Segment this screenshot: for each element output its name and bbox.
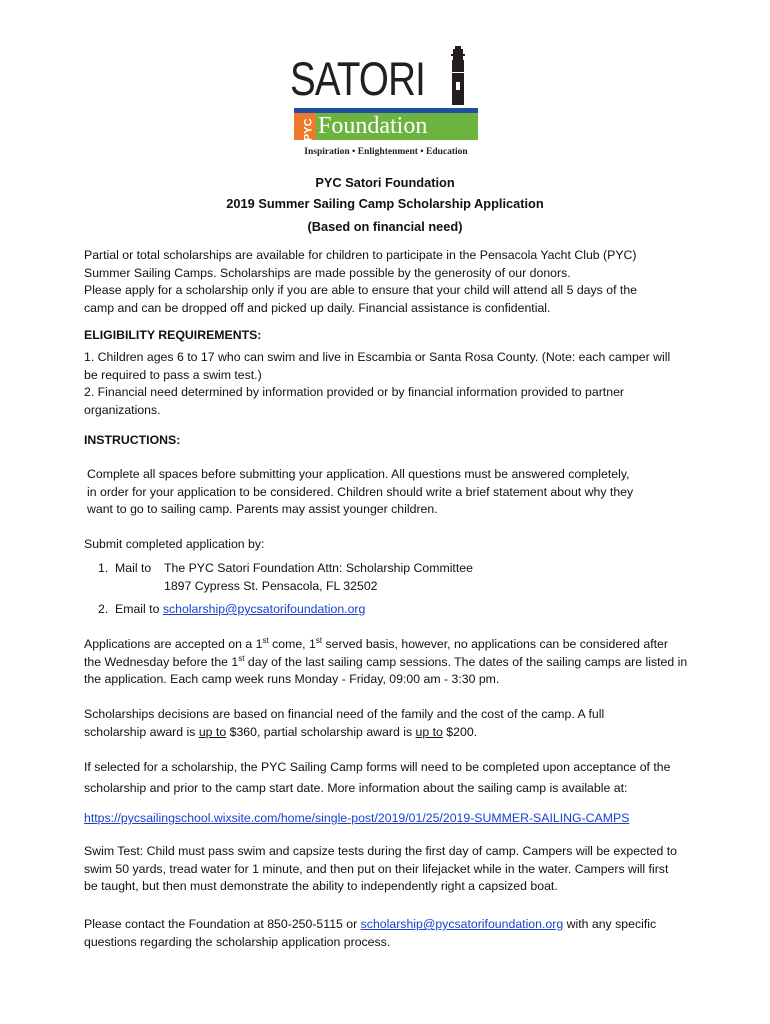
logo-pyc-tab: PYC [294,113,316,140]
applications-line: the Wednesday before the 1st day of the last sailing camp sessions. The dates of the sailing camps are listed in [84,653,688,669]
decisions-line: Scholarships decisions are based on financial need of the family and the cost of the camp. A full [84,707,605,721]
camp-url-row [84,810,704,828]
applications-paragraph [84,636,704,689]
instructions-heading: INSTRUCTIONS: [84,433,181,447]
intro-paragraph [84,247,704,317]
logo-tagline: Inspiration • Enlightenment • Education [304,147,468,157]
org-title: PYC Satori Foundation [315,175,455,190]
contact-paragraph [84,916,708,951]
swim-line: swim 50 yards, tread water for 1 minute, and then put on their lifejacket while in the water. Campers will first [84,861,669,876]
decisions-line: scholarship award is up to $360, partial scholarship award is up to $200. [84,724,478,739]
page-subtitle: (Based on financial need) [307,219,463,234]
intro-line: Please apply for a scholarship only if you are able to ensure that your child will attend all 5 days of the [84,283,637,297]
camp-info-link[interactable]: https://pycsailingschool.wixsite.com/home/single-post/2019/01/25/2019-SUMMER-SAILING-CAMPS [84,811,630,825]
swim-test-paragraph [84,843,708,896]
forms-line: If selected for a scholarship, the PYC Sailing Camp forms will need to be completed upon acceptance of the [84,760,671,774]
eligibility-line: 1. Children ages 6 to 17 who can swim and live in Escambia or Santa Rosa County. (Note: each camper will [84,350,671,364]
forms-line: scholarship and prior to the camp start date. More information about the sailing camp is available at: [84,781,628,795]
eligibility-list [84,349,704,419]
forms-paragraph [84,757,704,799]
intro-line: Summer Sailing Camps. Scholarships are made possible by the generosity of our donors. [84,265,571,280]
mail-label: Mail to [115,561,152,575]
submit-heading: Submit completed application by: [84,537,265,551]
intro-line: Partial or total scholarships are available for children to participate in the Pensacola Yacht Club (PYC) [84,248,637,262]
logo-foundation-text: Foundation [316,113,478,140]
contact-line: questions regarding the scholarship application process. [84,934,391,949]
decisions-paragraph [84,706,704,741]
email-number: 2. [98,602,109,616]
email-label: Email to [115,602,160,616]
lighthouse-icon [447,46,469,106]
instructions-line: want to go to sailing camp. Parents may assist younger children. [87,502,438,516]
eligibility-line: be required to pass a swim test.) [84,367,262,382]
intro-line: camp and can be dropped off and picked up daily. Financial assistance is confidential. [84,300,551,315]
mail-number: 1. [98,561,109,575]
eligibility-line: 2. Financial need determined by information provided or by financial information provided to partner [84,385,625,399]
applications-line: Applications are accepted on a 1st come, 1st served basis, however, no applications can be considered after [84,635,668,651]
mail-address-line: The PYC Satori Foundation Attn: Scholarship Committee [164,561,473,575]
swim-line: Swim Test: Child must pass swim and capsize tests during the first day of camp. Campers will be expected to [84,844,678,858]
eligibility-line: organizations. [84,402,161,417]
page-title: 2019 Summer Sailing Camp Scholarship Application [226,196,544,211]
scholarship-email-link[interactable]: scholarship@pycsatorifoundation.org [162,602,366,616]
swim-line: be taught, but then must demonstrate the ability to independently right a capsized boat. [84,879,558,893]
contact-line: Please contact the Foundation at 850-250-5115 or scholarship@pycsatorifoundation.org with any specific [84,917,657,931]
mail-address-line: 1897 Cypress St. Pensacola, FL 32502 [164,579,378,593]
instructions-paragraph [87,466,701,519]
instructions-line: in order for your application to be considered. Children should write a brief statement about why they [87,484,634,499]
contact-email-link[interactable]: scholarship@pycsatorifoundation.org [360,917,564,931]
logo-brand-text: SATORI [290,52,426,105]
email-row [115,601,365,619]
eligibility-heading: ELIGIBILITY REQUIREMENTS: [84,328,262,342]
applications-line: the application. Each camp week runs Monday - Friday, 09:00 am - 3:30 pm. [84,672,500,686]
foundation-logo [290,46,490,158]
instructions-line: Complete all spaces before submitting your application. All questions must be answered completely, [87,467,630,481]
